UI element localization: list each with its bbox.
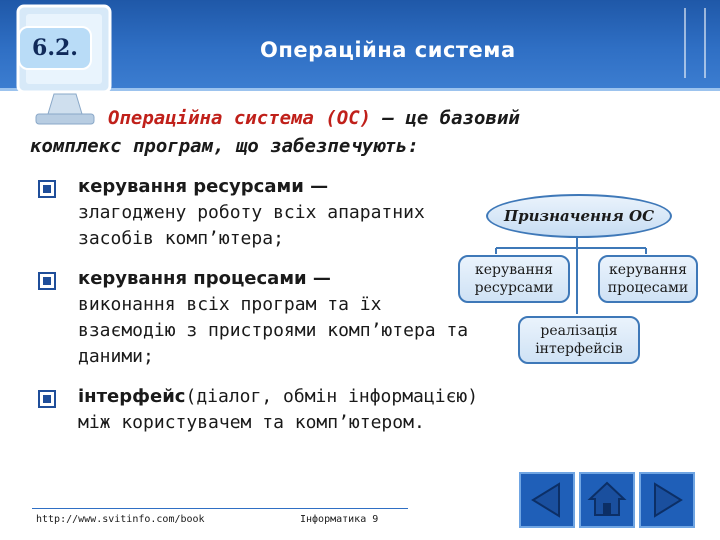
definition-line1-rest: — це базовий	[371, 107, 520, 129]
footer-course: Інформатика 9	[300, 514, 379, 525]
checkbox-bullet-icon	[38, 390, 56, 408]
node-line: інтерфейсів	[535, 341, 623, 357]
checkbox-bullet-icon	[38, 272, 56, 290]
node-line: процесами	[607, 280, 689, 296]
header-decoration	[684, 8, 706, 78]
bullet-head: керування ресурсами —	[78, 176, 329, 197]
node-line: керування	[475, 262, 553, 278]
node-line: ресурсами	[474, 280, 554, 296]
footer-divider	[32, 508, 408, 509]
definition-term: Операційна система (ОС)	[108, 107, 372, 129]
home-icon	[586, 479, 628, 521]
diagram-root-node: Призначення ОС	[486, 194, 672, 238]
home-button[interactable]	[579, 472, 635, 528]
bullet-body: виконання всіх програм та їх взаємодію з пристроями комп’ютера та даними;	[78, 294, 469, 367]
node-line: керування	[609, 262, 687, 278]
footer-url[interactable]: http://www.svitinfo.com/book	[36, 514, 205, 525]
page-title: Операційна система	[260, 38, 516, 62]
triangle-right-icon	[647, 480, 687, 520]
next-slide-button[interactable]	[639, 472, 695, 528]
prev-slide-button[interactable]	[519, 472, 575, 528]
diagram-node-processes	[598, 255, 698, 303]
checkbox-bullet-icon	[38, 180, 56, 198]
bullet-head: керування процесами —	[78, 268, 331, 289]
list-item	[38, 384, 488, 436]
bullet-body: злагоджену роботу всіх апаратних засобів комп’ютера;	[78, 202, 425, 249]
bullet-body: (діалог, обмін інформацією) між користувачем та комп’ютером.	[78, 386, 479, 433]
definition-text	[30, 104, 700, 160]
bullet-head: інтерфейс	[78, 386, 186, 407]
diagram-node-interfaces	[518, 316, 640, 364]
node-line: реалізація	[540, 323, 618, 339]
diagram-node-resources	[458, 255, 570, 303]
triangle-left-icon	[527, 480, 567, 520]
definition-line2: комплекс програм, що забезпечують:	[30, 135, 419, 157]
section-number-badge: 6.2.	[18, 26, 92, 70]
